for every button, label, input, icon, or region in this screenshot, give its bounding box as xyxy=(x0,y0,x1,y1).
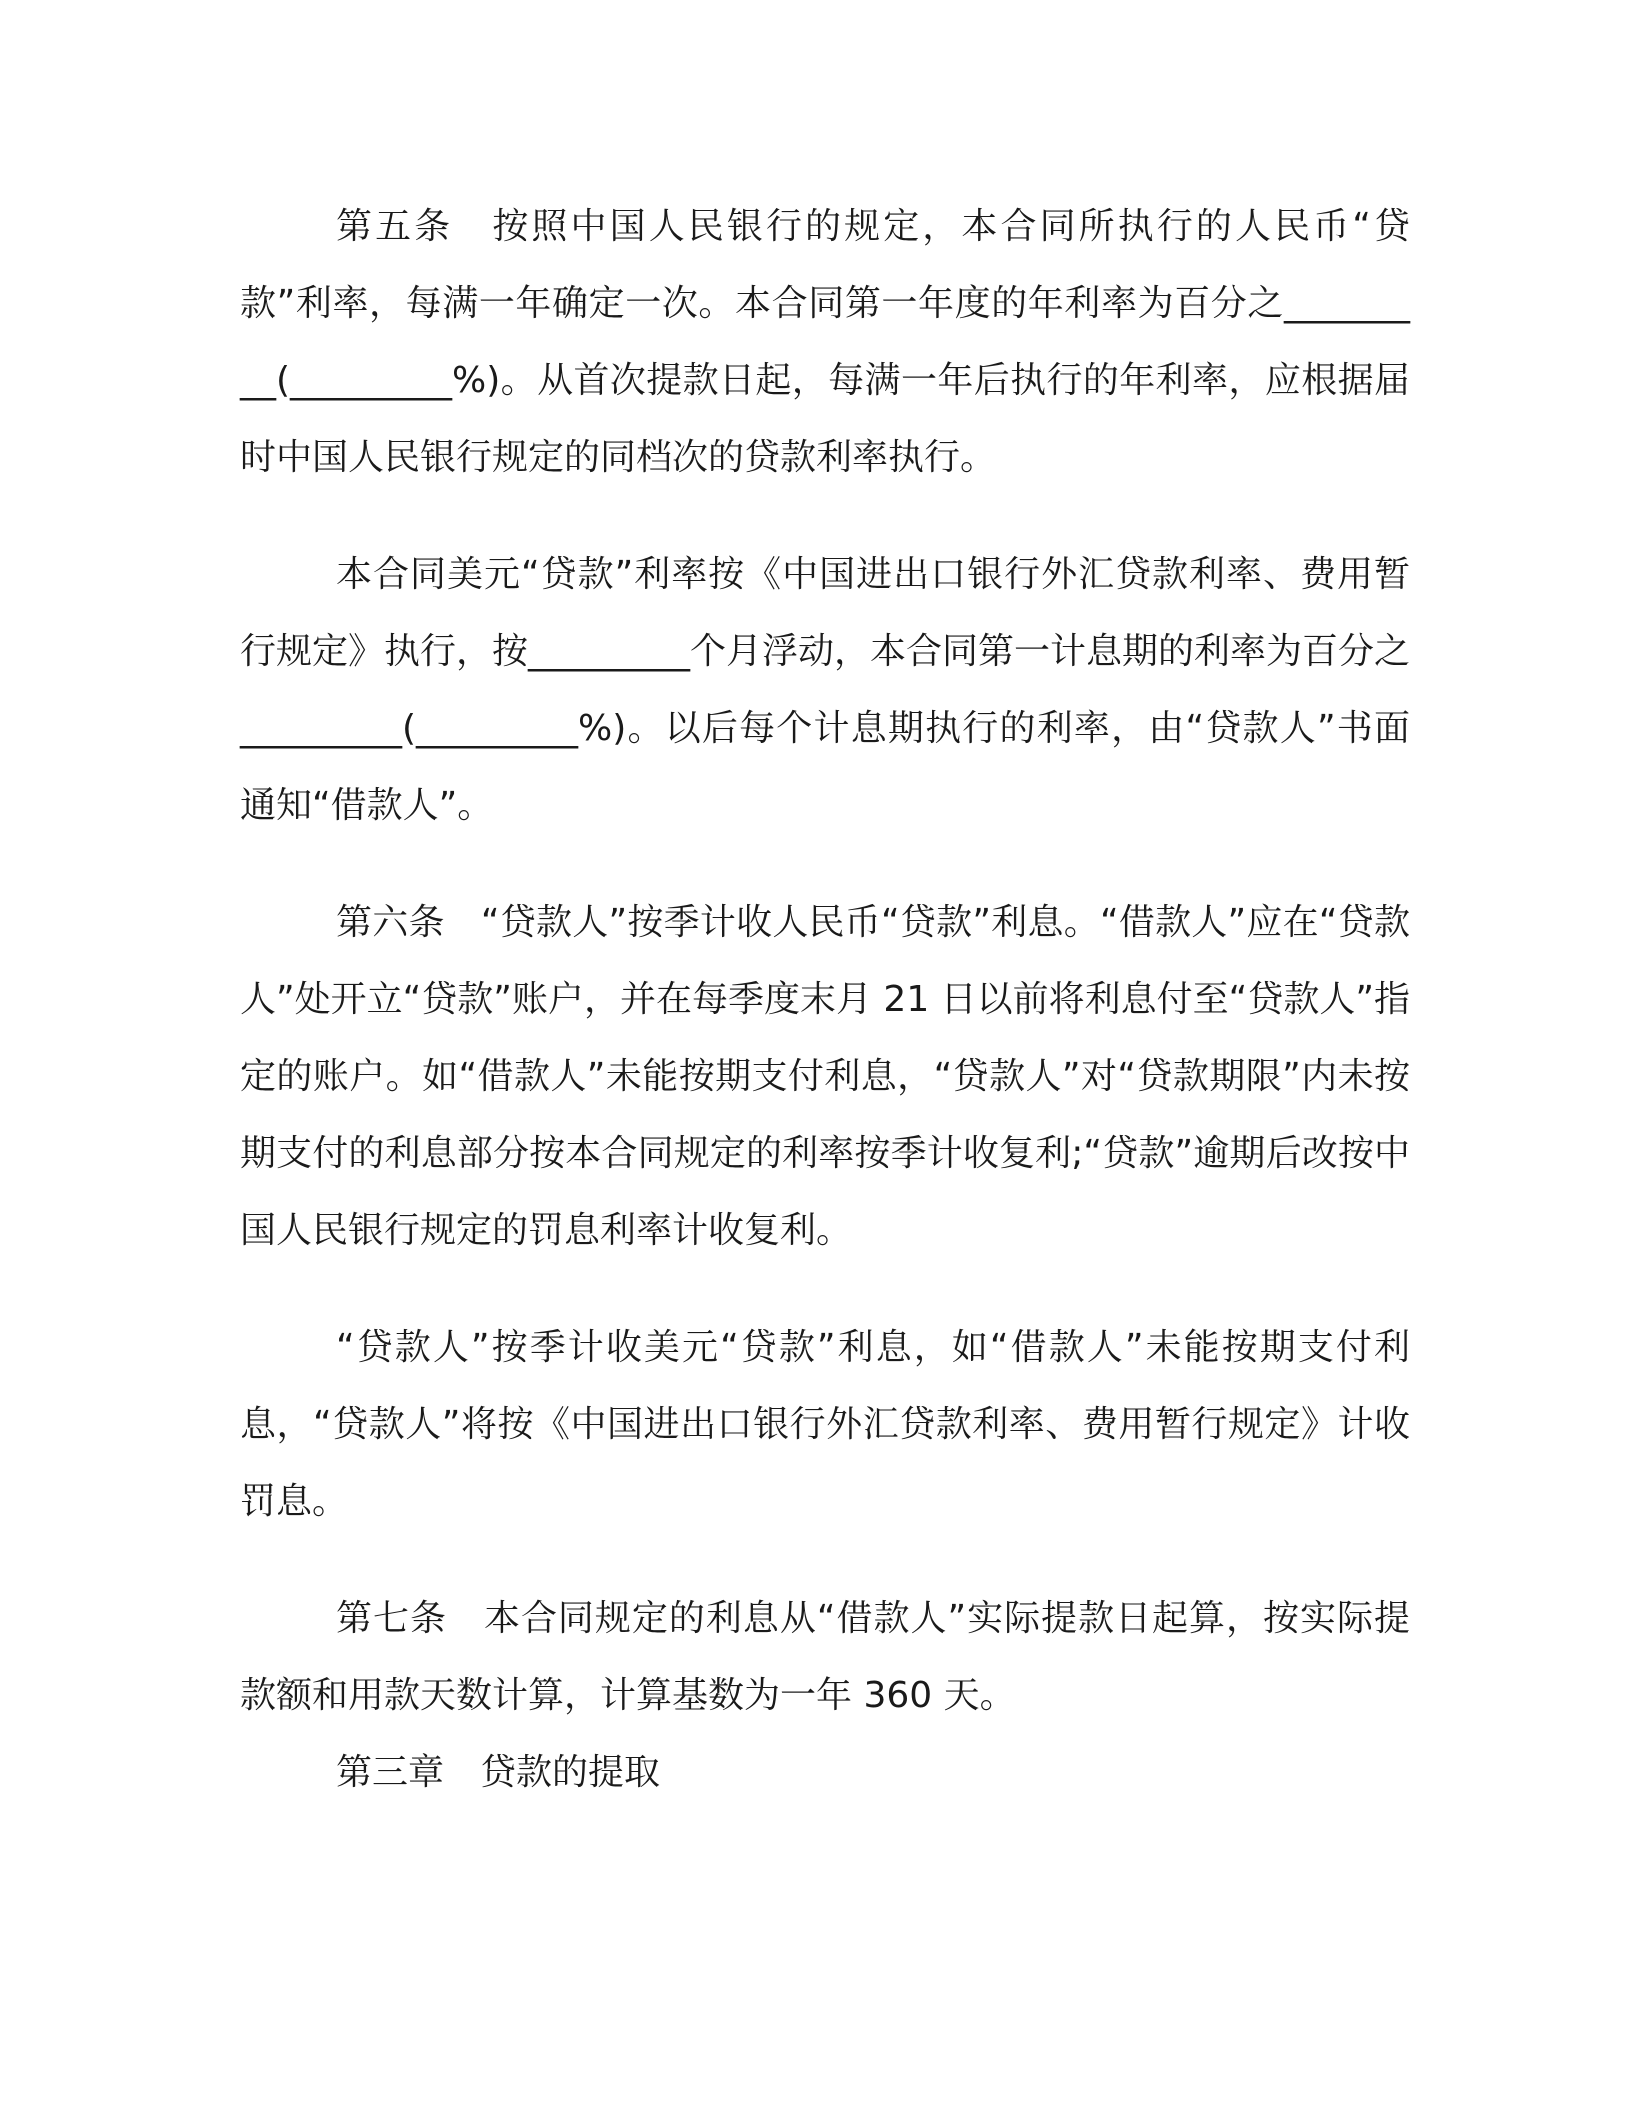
chapter-heading: 第三章 贷款的提取 xyxy=(336,1752,661,1793)
article-5-paragraph: 第五条 按照中国人民银行的规定，本合同所执行的人民币“贷款”利率，每满一年确定一次。本合同第一年度的年利率为百分之_________(_________%)。从首次提款日起，每满一年后执行的年利率，应根据届时中国人民银行规定的同档次的贷款利率执行。 xyxy=(240,206,1410,478)
article-7-paragraph: 第七条 本合同规定的利息从“借款人”实际提款日起算，按实际提款额和用款天数计算，计算基数为一年 360 天。 xyxy=(240,1598,1410,1716)
article-6-paragraph: 第六条 “贷款人”按季计收人民币“贷款”利息。“借款人”应在“贷款人”处开立“贷款”账户，并在每季度末月 21 日以前将利息付至“贷款人”指定的账户。如“借款人”未能按期支付利息，“贷款人”对“贷款期限”内未按期支付的利息部分按本合同规定的利率按季计收复利;“贷款”逾期后改按中国人民银行规定的罚息利率计收复利。 xyxy=(240,902,1410,1251)
document-page xyxy=(240,188,1410,1811)
usd-penalty-paragraph: “贷款人”按季计收美元“贷款”利息，如“借款人”未能按期支付利息，“贷款人”将按《中国进出口银行外汇贷款利率、费用暂行规定》计收罚息。 xyxy=(240,1327,1410,1522)
usd-interest-paragraph: 本合同美元“贷款”利率按《中国进出口银行外汇贷款利率、费用暂行规定》执行，按_________个月浮动，本合同第一计息期的利率为百分之_________(_________%)。以后每个计息期执行的利率，由“贷款人”书面通知“借款人”。 xyxy=(240,554,1411,826)
